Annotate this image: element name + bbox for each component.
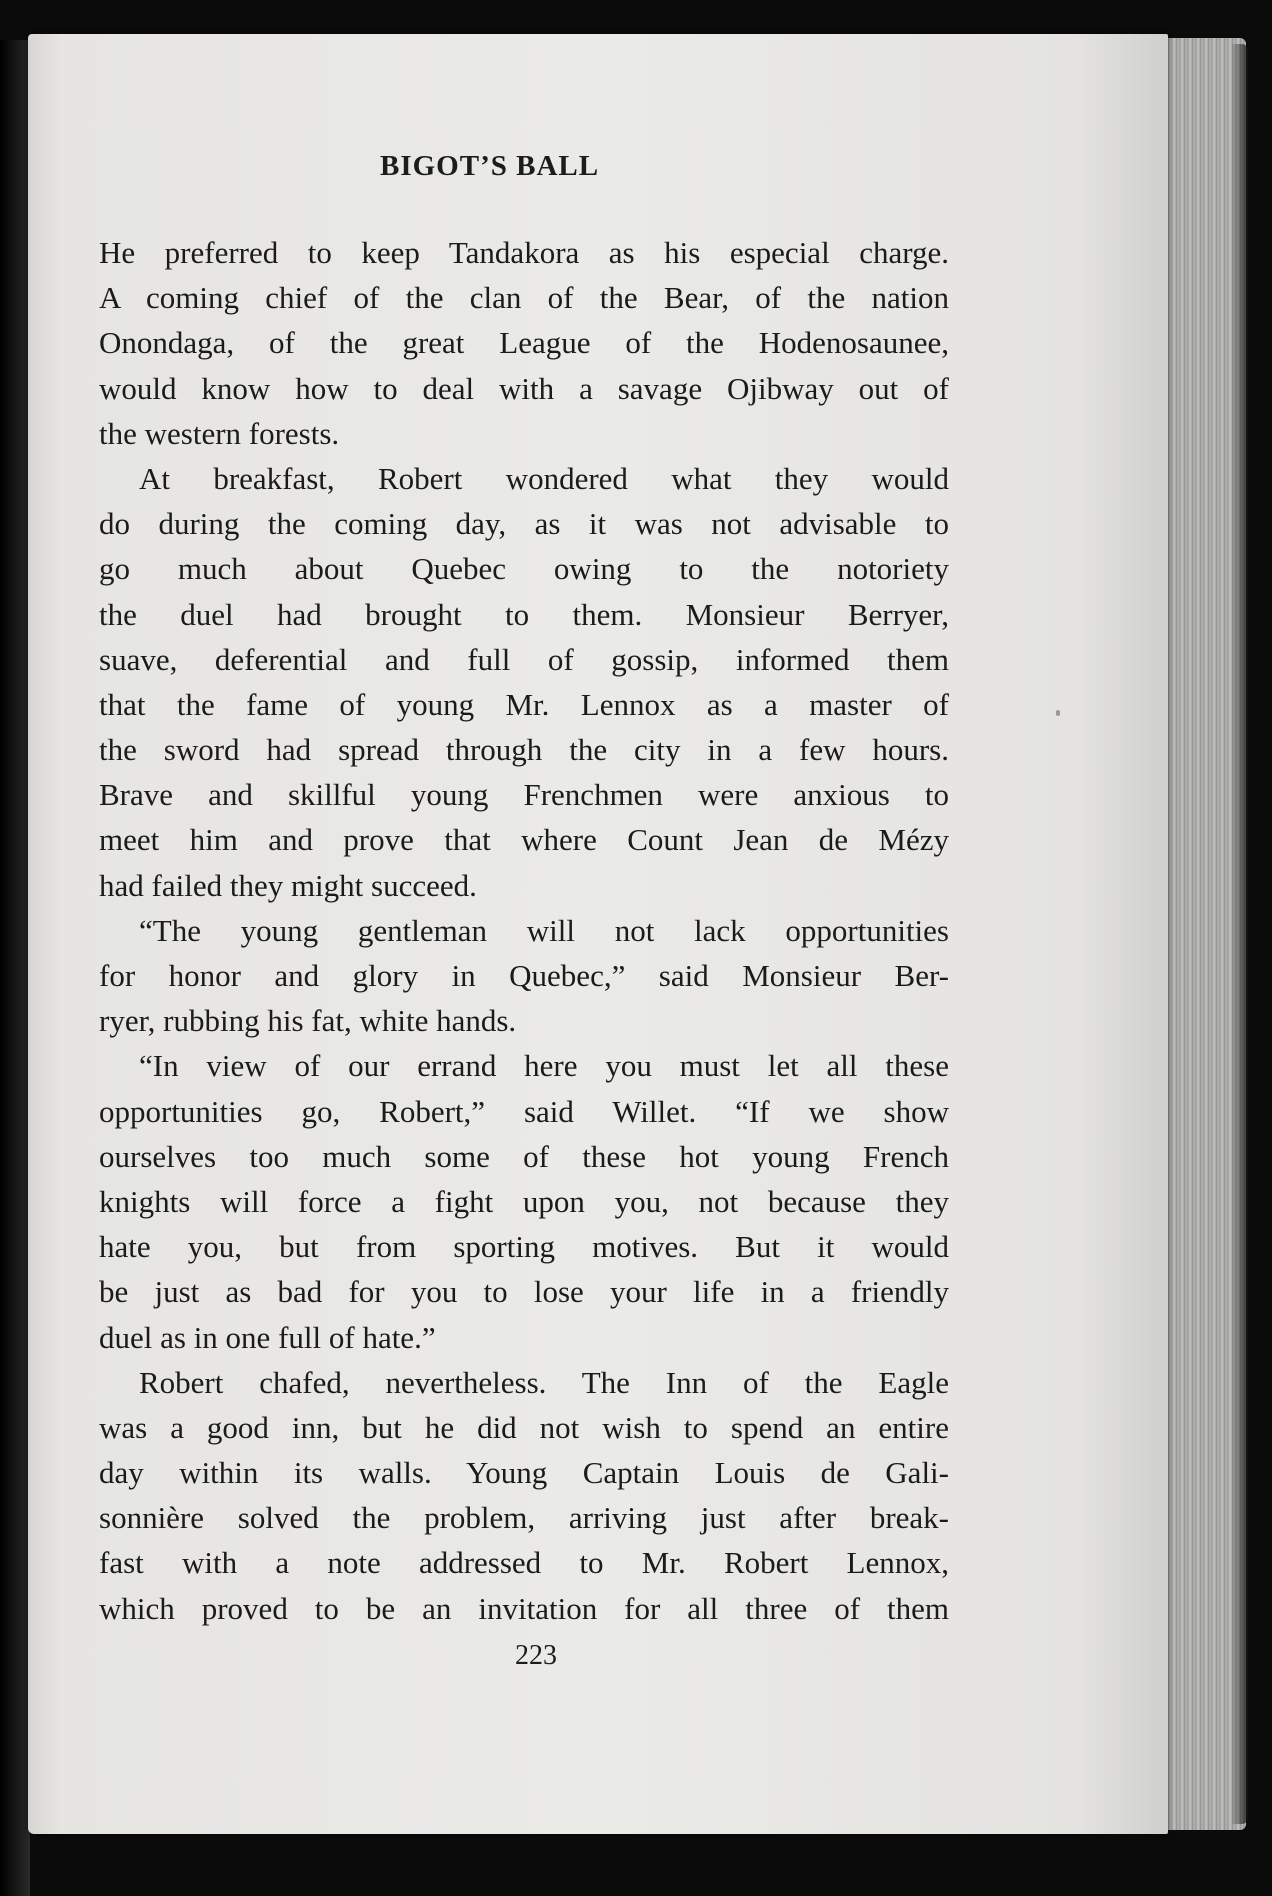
text-line: do during the coming day, as it was not advisable to — [99, 506, 949, 542]
page-number: 223 — [515, 1640, 557, 1671]
text-line: day within its walls. Young Captain Louis de Gali- — [99, 1455, 949, 1491]
facing-page-edge — [0, 40, 30, 1896]
text-line: ourselves too much some of these hot young French — [99, 1138, 949, 1174]
text-line: duel as in one full of hate.” — [99, 1319, 436, 1355]
text-line: sonnière solved the problem, arriving just after break- — [99, 1500, 949, 1536]
text-line: would know how to deal with a savage Ojibway out of — [99, 370, 949, 406]
text-line: hate you, but from sporting motives. But it would — [99, 1229, 949, 1265]
text-line: go much about Quebec owing to the notoriety — [99, 551, 949, 587]
text-line: that the fame of young Mr. Lennox as a master of — [99, 686, 949, 722]
text-line: “In view of our errand here you must let all these — [139, 1048, 949, 1084]
text-line: was a good inn, but he did not wish to spend an entire — [99, 1409, 949, 1445]
text-line: Robert chafed, nevertheless. The Inn of the Eagle — [139, 1364, 949, 1400]
paper-speck — [1056, 710, 1060, 716]
text-line: suave, deferential and full of gossip, informed them — [99, 641, 949, 677]
running-head: BIGOT’S BALL — [380, 150, 600, 182]
text-line: the western forests. — [99, 415, 340, 451]
text-line: Onondaga, of the great League of the Hodenosaunee, — [99, 325, 949, 361]
text-line: knights will force a fight upon you, not because they — [99, 1183, 949, 1219]
text-line: ryer, rubbing his fat, white hands. — [99, 1003, 517, 1039]
text-line: which proved to be an invitation for all three of them — [99, 1590, 949, 1626]
text-line: “The young gentleman will not lack opportunities — [139, 912, 949, 948]
text-line: meet him and prove that where Count Jean de Mézy — [99, 822, 949, 858]
text-line: the sword had spread through the city in a few hours. — [99, 732, 949, 768]
text-line: opportunities go, Robert,” said Willet. “If we show — [99, 1093, 949, 1129]
body-text — [99, 230, 949, 1631]
text-line: for honor and glory in Quebec,” said Monsieur Ber- — [99, 958, 949, 993]
text-line: At breakfast, Robert wondered what they would — [139, 460, 949, 496]
text-line: He preferred to keep Tandakora as his especial charge. — [99, 235, 949, 270]
text-line: had failed they might succeed. — [99, 867, 477, 903]
text-line: A coming chief of the clan of the Bear, of the nation — [99, 280, 949, 316]
text-line: the duel had brought to them. Monsieur Berryer, — [99, 596, 949, 632]
text-line: fast with a note addressed to Mr. Robert Lennox, — [99, 1545, 949, 1581]
page-stack-shadow — [1232, 44, 1248, 1824]
text-line: be just as bad for you to lose your life in a friendly — [99, 1274, 949, 1310]
text-line: Brave and skillful young Frenchmen were anxious to — [99, 777, 949, 813]
